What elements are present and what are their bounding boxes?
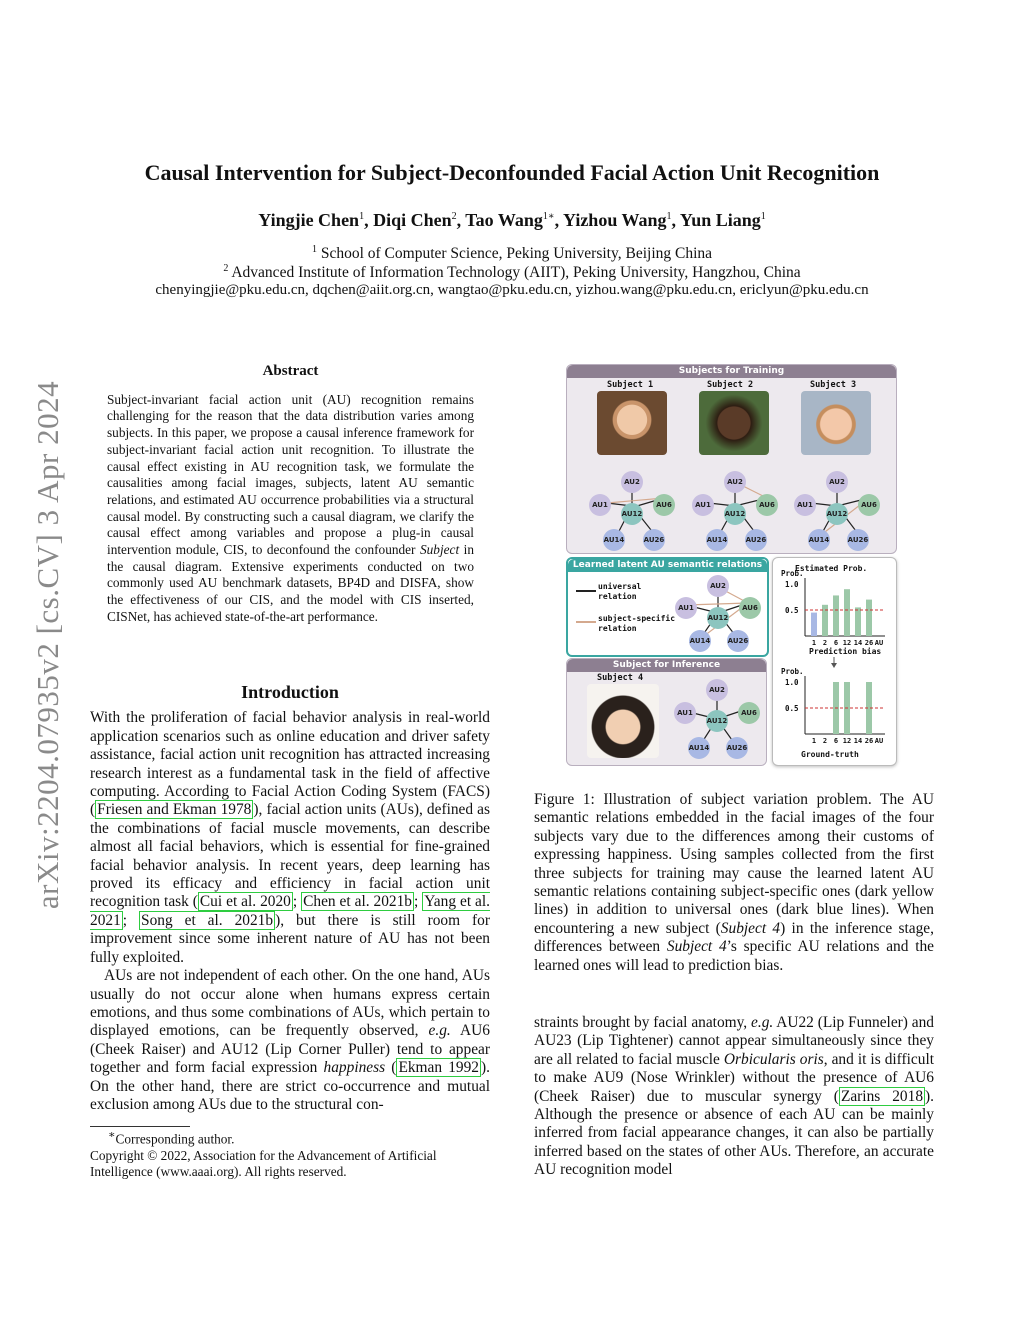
y-axis-label: Prob. [781, 667, 804, 676]
au-node: AU6 [858, 494, 880, 516]
introduction [90, 683, 490, 1114]
training-panel [566, 364, 897, 554]
footnote: ∗Corresponding author. Copyright © 2022, Association for the Advancement of Artificial Intelligence (www.aaai.org). All rights reserved. [90, 1129, 437, 1180]
abstract: Abstract Subject-invariant facial action unit (AU) recognition remains challenging for the reason that the data distribution varies among subjects. In this paper, we propose a causal inference framework for subject-invariant facial action unit recognition. To illustrate the causal effect existing in AU recognition task, we formulate the causalities among facial images, subjects, latent AU semantic relations, and estimated AU occurrence probabilities via a structural causal model. By constructing such a causal diagram, we clarify the causal effect among variables and propose a plug-in causal intervention module, CIS, to deconfound the confounder Subject in the causal diagram. Extensive experiments conducted on two commonly used AU benchmark datasets, BP4D and DISFA, show the effectiveness of our CIS, and the model with CIS inserted, CISNet, has achieved state-of-the-art performance. [107, 363, 474, 624]
citation-link[interactable]: Song et al. 2021b [141, 911, 274, 929]
affiliation-2: $^2$ Advanced Institute of Information Technology (AIIT), Peking University, Hangzhou, China [223, 263, 801, 282]
au-node: AU2 [826, 471, 848, 493]
au-node: AU12 [724, 503, 746, 525]
au-node: AU2 [724, 471, 746, 493]
bar [822, 605, 828, 636]
legend-swatches [576, 587, 598, 627]
au-node: AU1 [589, 494, 611, 516]
au-node: AU1 [692, 494, 714, 516]
right-column-text: straints brought by facial anatomy, e.g. AU22 (Lip Funneler) and AU23 (Lip Tightener) cannot appear simultaneously since they are all related to facial muscle Orbicularis oris, and it is difficult to make AU9 (Nose Wrinkler) without the presence of AU6 (Cheek Raiser) due to muscular synergy ( Zarins 2018 ). Although the presence or absence of each AU can be mainly inferred from facial appearance changes, it can also be partially inferred based on the states of other AUs. Therefore, an accurate AU recognition model [534, 1014, 935, 1179]
y-axis-label: Prob. [781, 569, 804, 578]
au-node: AU26 [847, 529, 869, 551]
abstract-heading: Abstract [262, 363, 319, 379]
probability-charts [773, 558, 896, 765]
au-node: AU14 [688, 737, 710, 759]
author: Yizhou Wang$^1$, [562, 210, 680, 230]
x-tick-label: 1 [811, 639, 817, 647]
au-node: AU1 [794, 494, 816, 516]
bar [844, 589, 850, 636]
bias-arrowhead [831, 663, 837, 668]
bar [855, 607, 861, 636]
subject-2-label: Subject 2 [707, 380, 754, 390]
citation-link[interactable]: Ekman 1992 [398, 1059, 480, 1077]
author-list [0, 210, 1024, 231]
inference-panel [566, 658, 767, 766]
au-node: AU26 [726, 737, 748, 759]
x-tick-label: 12 [842, 639, 852, 647]
subject-3-photo [801, 391, 871, 455]
citation-link[interactable]: Yang et al. 2021 [90, 893, 490, 929]
au-node: AU12 [826, 503, 848, 525]
au-node: AU2 [621, 471, 643, 493]
bar [866, 600, 872, 636]
x-tick-label: 2 [822, 639, 828, 647]
au-node: AU14 [603, 529, 625, 551]
x-tick-label: 26 [864, 639, 874, 647]
au-node: AU26 [745, 529, 767, 551]
au-node: AU14 [808, 529, 830, 551]
intro-paragraph-2: AUs are not independent of each other. On the one hand, AUs usually do not occur alone when humans express certain emotions, and thus some combinations of AUs, which pertain to displayed emotions, can be frequently observed, e.g. AU6 (Cheek Raiser) and AU12 (Lip Corner Puller) tend to appear together and form facial expression happiness ( Ekman 1992 ). On the other hand, there are strict co-occurrence and mutual exclusion among AUs due to the structural con- [90, 967, 490, 1113]
subject-4-label: Subject 4 [597, 673, 644, 683]
author: Tao Wang$^{1∗}$, [465, 210, 563, 230]
arxiv-sidebar [28, 360, 68, 930]
x-tick-label: 12 [842, 737, 852, 745]
x-tick-label: 6 [833, 737, 839, 745]
au-node: AU6 [738, 702, 760, 724]
citation-link[interactable]: Zarins 2018 [840, 1087, 924, 1105]
figure-caption: Figure 1: Illustration of subject variation problem. The AU semantic relations embedded in the facial images of the four subjects vary due to the differences among their customs of expressing happiness. Using samples collected from the first three subjects for training may cause the learned latent AU semantic relations containing subject-specific ones (dark yellow lines) in addition to universal ones (dark blue lines). When encountering a new subject (Subject 4) in the inference stage, differences between Subject 4’s specific AU relations and the learned ones will lead to prediction bias. [534, 791, 934, 974]
email-list: chenyingjie@pku.edu.cn, dqchen@aiit.org.cn, wangtao@pku.edu.cn, yizhou.wang@pku.edu.cn, ericlyun@pku.edu.cn [155, 282, 869, 298]
probability-panel [772, 557, 897, 766]
estimated-prob-title: Estimated Prob. [795, 564, 868, 573]
au-node: AU1 [674, 702, 696, 724]
au-node: AU12 [706, 710, 728, 732]
x-tick-label: 14 [853, 639, 863, 647]
legend-specific: subject-specific relation [598, 614, 676, 633]
x-tick-label: 14 [853, 737, 863, 745]
citation-link[interactable]: Cui et al. 2020 [199, 893, 291, 911]
y-tick-label: 1.0 [785, 678, 799, 687]
au-node: AU1 [675, 597, 697, 619]
subject-1-photo [597, 391, 667, 455]
latent-relations-panel [566, 557, 769, 657]
paper-title: Causal Intervention for Subject-Deconfounded Facial Action Unit Recognition [144, 160, 880, 185]
au-node: AU26 [643, 529, 665, 551]
x-tick-label: 1 [811, 737, 817, 745]
subject-1-label: Subject 1 [607, 380, 654, 390]
citation-link[interactable]: Friesen and Ekman 1978 [97, 801, 252, 819]
au-node: AU14 [706, 529, 728, 551]
figure-1 [562, 363, 902, 768]
intro-paragraph-1: With the proliferation of facial behavior analysis in real-world application scenarios such as online education and driver safety assistance, facial action unit recognition has attracted increasing research interest as a fundamental task in the field of affective computing. According to Facial Action Coding System (FACS) ( Friesen and Ekman 1978 ), facial action units (AUs), defined as the combinations of facial muscle movements, can describe almost all facial behaviors, which is essential for fine-grained facial behavior analysis. In recent years, deep learning has proved its efficacy and efficiency in facial action unit recognition task ( Cui et al. 2020 ; Chen et al. 2021b ; Yang et al. 2021 ; Song et al. 2021b ), but there is still room for improvement since some inherent nature of AU has not been fully exploited. [90, 709, 491, 966]
latent-panel-header: Learned latent AU semantic relations [568, 559, 767, 572]
au-node: AU26 [727, 630, 749, 652]
au-node: AU6 [653, 494, 675, 516]
y-tick-label: 1.0 [785, 580, 799, 589]
x-axis-label: AU [874, 639, 884, 647]
prediction-bias-label: Prediction bias [809, 647, 882, 656]
au-node: AU6 [756, 494, 778, 516]
y-tick-label: 0.5 [785, 704, 799, 713]
subject-2-photo [699, 391, 769, 455]
author: Yingjie Chen$^1$, [258, 210, 374, 230]
affiliation-1: $^1$ School of Computer Science, Peking University, Beijing China [311, 244, 713, 263]
au-node: AU6 [739, 597, 761, 619]
au-node: AU12 [621, 503, 643, 525]
arxiv-id: arXiv:2204.07935v2 [cs.CV] 3 Apr 2024 [30, 380, 65, 910]
bar [833, 595, 839, 636]
x-tick-label: 2 [822, 737, 828, 745]
x-tick-label: 6 [833, 639, 839, 647]
intro-heading: Introduction [241, 682, 339, 702]
bar [811, 613, 817, 636]
ground-truth-label: Ground-truth [801, 750, 859, 759]
training-panel-header: Subjects for Training [567, 365, 896, 378]
y-tick-label: 0.5 [785, 606, 799, 615]
au-node: AU2 [706, 679, 728, 701]
citation-link[interactable]: Chen et al. 2021b [303, 893, 412, 911]
x-tick-label: 26 [864, 737, 874, 745]
author: Diqi Chen$^2$, [373, 210, 466, 230]
au-node: AU12 [707, 607, 729, 629]
au-node: AU14 [689, 630, 711, 652]
au-node: AU2 [707, 575, 729, 597]
x-axis-label: AU [874, 737, 884, 745]
subject-3-label: Subject 3 [810, 380, 857, 390]
author: Yun Liang$^1$ [679, 210, 766, 230]
inference-panel-header: Subject for Inference [567, 659, 766, 672]
legend-universal: universal relation [598, 582, 642, 601]
subject-4-photo [587, 684, 659, 758]
